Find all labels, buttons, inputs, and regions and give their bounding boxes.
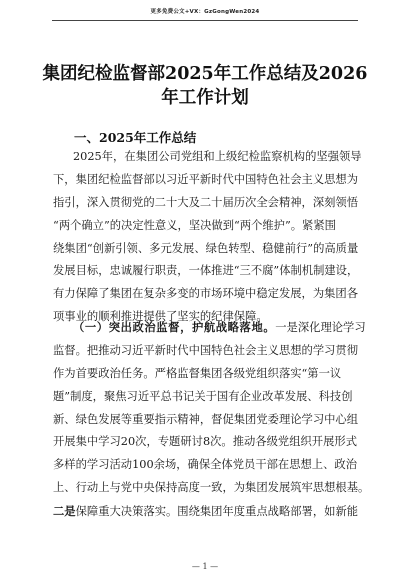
paragraph-2 bbox=[53, 317, 370, 523]
paragraph-line: 项事业的顺利推进提供了坚实的纪律保障。 bbox=[53, 310, 268, 324]
subsection-heading: （一）突出政治监督，护航战略落地。 bbox=[73, 321, 276, 334]
paragraph-line: 多样的学习活动100余场，确保全体党员干部在思想上、政治 bbox=[53, 458, 357, 472]
paragraph-1 bbox=[53, 146, 362, 329]
paragraph-line: 绕集团“创新引领、多元发展、绿色转型、稳健前行”的高质量 bbox=[53, 241, 359, 255]
page-number: — 1 — bbox=[191, 562, 219, 571]
paragraph-lead-rest: 一是深化理论学习 bbox=[275, 321, 366, 334]
paragraph-line: 新、绿色发展等重要指示精神，督促集团党委理论学习中心组 bbox=[53, 412, 359, 426]
paragraph-line: 下，集团纪检监督部以习近平新时代中国特色社会主义思想为 bbox=[53, 172, 359, 186]
paragraph-line: 上、行动上与党中央保持高度一致，为集团发展筑牢思想根基。 bbox=[53, 481, 370, 495]
document-title bbox=[40, 62, 370, 110]
paragraph-line: 有力保障了集团在复杂多变的市场环境中稳定发展，为集团各 bbox=[53, 287, 359, 301]
paragraph-line: 指引，深入贯彻党的二十大及二十届历次全会精神，深刻领悟 bbox=[53, 195, 359, 209]
header-note: 更多免费公文+VX：GzGongWen2024 bbox=[150, 9, 260, 15]
paragraph-line: 2025年，在集团公司党组和上级纪检监察机构的坚强领导 bbox=[73, 150, 362, 163]
title-line-1: 集团纪检监督部2025年工作总结及2026 bbox=[42, 64, 368, 84]
paragraph-line: “两个确立”的决定性意义，坚决做到“两个维护”。紧紧围 bbox=[53, 218, 336, 232]
section-heading: 一、2025年工作总结 bbox=[74, 130, 197, 145]
paragraph-line: 作为首要政治任务。严格监督集团各级党组织落实“第一议 bbox=[53, 366, 342, 380]
paragraph-lead-line bbox=[53, 317, 366, 340]
paragraph-last-line bbox=[53, 500, 357, 523]
paragraph-line: 开展集中学习20次，专题研讨8次。推动各级党组织开展形式 bbox=[53, 435, 357, 449]
header-divider bbox=[52, 20, 358, 21]
emphasis-text: 二是 bbox=[53, 504, 76, 519]
paragraph-line: 题”制度，聚焦习近平总书记关于国有企业改革发展、科技创 bbox=[53, 389, 353, 403]
paragraph-line: 发展目标，忠诚履行职责，一体推进“三不腐”体制机制建设， bbox=[53, 264, 359, 278]
title-line-2: 年工作计划 bbox=[161, 88, 249, 108]
paragraph-line-rest: 保障重大决策落实。围绕集团年度重点战略部署，如新能 bbox=[75, 505, 359, 519]
paragraph-line: 监督。把推动习近平新时代中国特色社会主义思想的学习贯彻 bbox=[53, 343, 359, 357]
